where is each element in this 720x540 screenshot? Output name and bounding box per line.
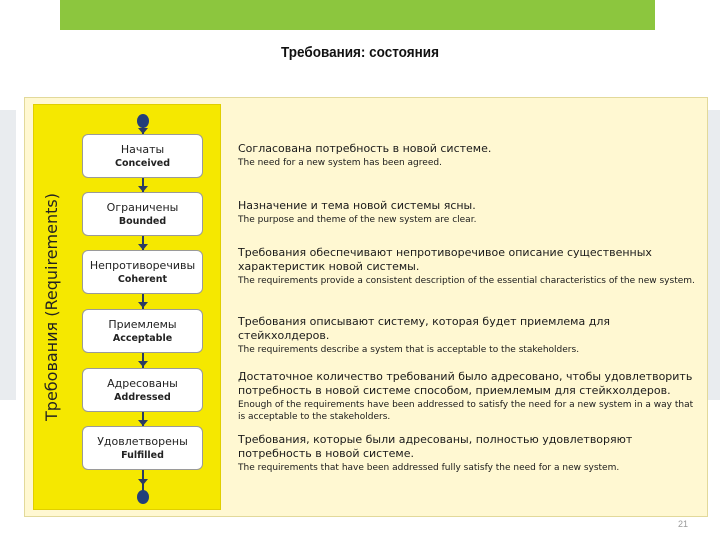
slide-title: Требования: состояния [281, 44, 439, 61]
state-label-ru: Адресованы [107, 376, 178, 390]
state-label-en: Coherent [117, 273, 168, 285]
state-label-ru: Начаты [120, 142, 165, 156]
description-en: The purpose and theme of the new system are clear. [238, 215, 477, 225]
state-label-en: Fulfilled [121, 449, 164, 461]
arrow-down-icon [138, 479, 148, 485]
description-ru: Требования описывают систему, которая будет приемлема для стейкхолдеров. [238, 315, 610, 342]
state-label-en: Conceived [114, 157, 171, 169]
description-ru: Согласована потребность в новой системе. [238, 142, 492, 155]
state-bounded [82, 192, 203, 236]
start-node-icon [137, 114, 149, 128]
description-acceptable [238, 315, 700, 356]
left-edge-fade [0, 110, 16, 400]
description-coherent [238, 246, 700, 287]
state-label-ru: Удовлетворены [97, 434, 188, 448]
state-fulfilled [82, 426, 203, 470]
vertical-panel-label: Требования (Requirements) [42, 193, 61, 421]
state-label-ru: Приемлемы [108, 317, 177, 331]
description-fulfilled [238, 433, 700, 474]
description-en: The requirements describe a system that is acceptable to the stakeholders. [238, 345, 580, 355]
state-addressed [82, 368, 203, 412]
arrow-down-icon [138, 302, 148, 308]
end-node-icon [137, 490, 149, 504]
description-ru: Требования, которые были адресованы, полностью удовлетворяют потребность в новой системе. [238, 433, 633, 460]
description-en: The requirements that have been addressed fully satisfy the need for a new system. [238, 463, 620, 473]
state-conceived [82, 134, 203, 178]
description-en: The requirements provide a consistent description of the essential characteristics of the new system. [238, 276, 695, 286]
description-ru: Требования обеспечивают непротиворечивое описание существенных характеристик новой системы. [238, 246, 652, 273]
state-label-ru: Ограничены [106, 200, 179, 214]
state-label-en: Addressed [114, 391, 171, 403]
top-accent-bar [60, 0, 655, 30]
description-en: Enough of the requirements have been addressed to satisfy the need for a new system in a way that is acceptable to the stakeholders. [238, 400, 694, 422]
arrow-down-icon [138, 361, 148, 367]
description-ru: Достаточное количество требований было адресовано, чтобы удовлетворить потребность в новой системе способом, приемлемым для стейкхолдеров. [238, 370, 693, 397]
description-conceived [238, 142, 700, 169]
state-label-en: Acceptable [112, 332, 173, 344]
page-number: 21 [678, 519, 689, 529]
state-label-ru: Непротиворечивы [89, 258, 196, 272]
description-en: The need for a new system has been agreed. [238, 158, 442, 168]
description-bounded [238, 199, 700, 226]
description-addressed [238, 370, 700, 423]
state-coherent [82, 250, 203, 294]
state-acceptable [82, 309, 203, 353]
description-ru: Назначение и тема новой системы ясны. [238, 199, 476, 212]
state-label-en: Bounded [118, 215, 167, 227]
